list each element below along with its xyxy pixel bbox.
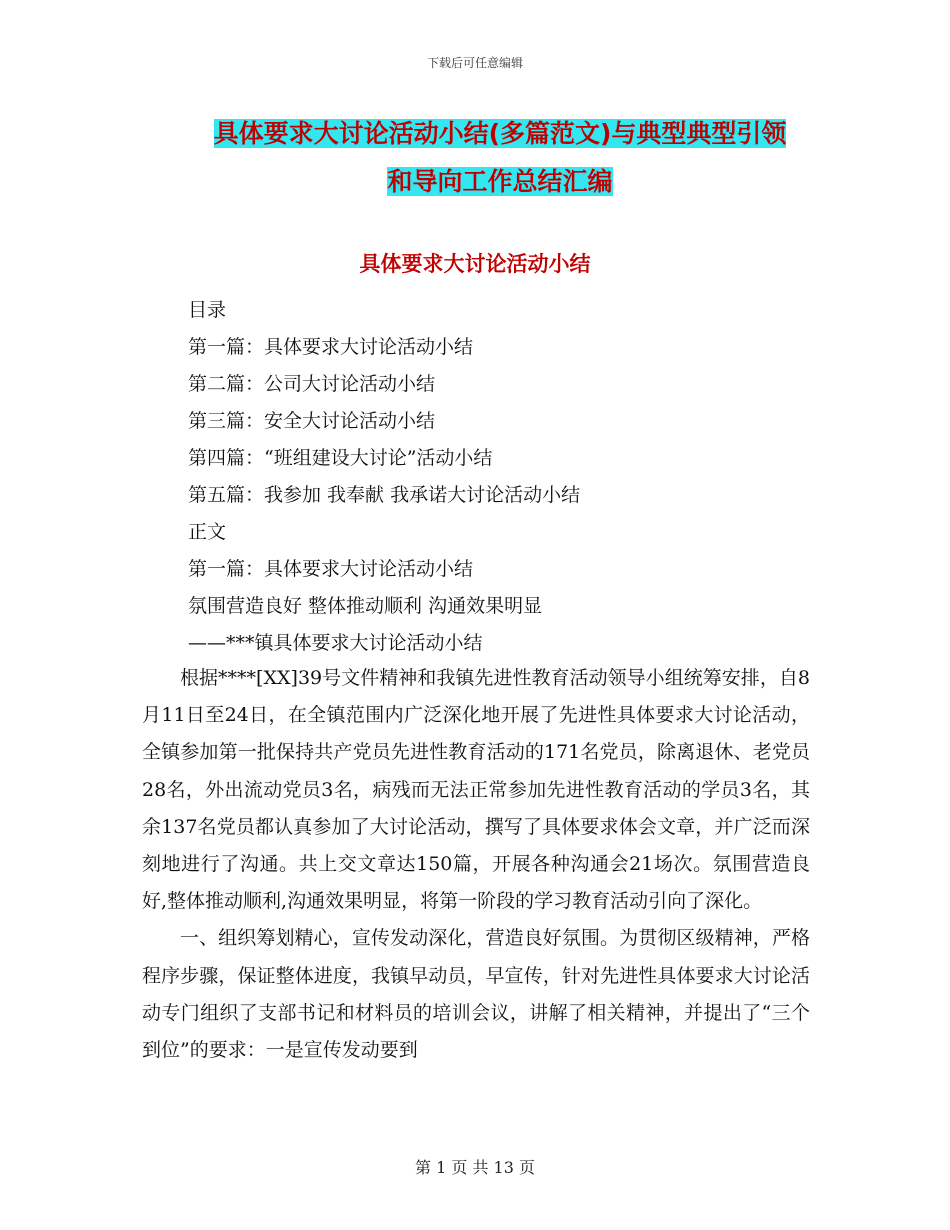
table-of-contents [188, 292, 828, 662]
article-subtitle: 氛围营造良好 整体推动顺利 沟通效果明显 [188, 595, 543, 617]
toc-item: 第三篇：安全大讨论活动小结 [188, 410, 436, 432]
toc-item: 第二篇：公司大讨论活动小结 [188, 373, 436, 395]
header-note: 下载后可任意编辑 [426, 56, 523, 70]
article-body [142, 660, 810, 1069]
title-line-1: 具体要求大讨论活动小结(多篇范文)与典型典型引领 [213, 119, 787, 148]
page-number: 第 1 页 共 13 页 [415, 1158, 535, 1177]
section-title: 具体要求大讨论活动小结 [359, 252, 591, 276]
article-title: 第一篇：具体要求大讨论活动小结 [188, 558, 474, 580]
toc-heading: 目录 [188, 299, 227, 321]
toc-item: 第四篇：“班组建设大讨论”活动小结 [188, 447, 493, 469]
toc-item: 第五篇：我参加 我奉献 我承诺大讨论活动小结 [188, 484, 581, 506]
title-line-2: 和导向工作总结汇编 [387, 167, 613, 196]
body-paragraph: 一、组织筹划精心，宣传发动深化，营造良好氛围。为贯彻区级精神，严格程序步骤，保证整体进度，我镇早动员，早宣传，针对先进性具体要求大讨论活动专门组织了支部书记和材料员的培训会议，讲解了相关精神，并提出了“三个到位”的要求：一是宣传发动要到 [142, 927, 810, 1062]
body-heading: 正文 [188, 521, 227, 543]
document-title [150, 110, 850, 206]
body-paragraph: 根据****[XX]39号文件精神和我镇先进性教育活动领导小组统筹安排，自8月11日至24日，在全镇范围内广泛深化地开展了先进性具体要求大讨论活动，全镇参加第一批保持共产党员先进性教育活动的171名党员，除离退休、老党员28名，外出流动党员3名，病残而无法正常参加先进性教育活动的学员3名，其余137名党员都认真参加了大讨论活动，撰写了具体要求体会文章，并广泛而深刻地进行了沟通。共上交文章达150篇，开展各种沟通会21场次。氛围营造良好,整体推动顺利,沟通效果明显，将第一阶段的学习教育活动引向了深化。 [142, 667, 810, 913]
toc-item: 第一篇：具体要求大讨论活动小结 [188, 336, 474, 358]
article-byline: ——***镇具体要求大讨论活动小结 [188, 632, 483, 654]
